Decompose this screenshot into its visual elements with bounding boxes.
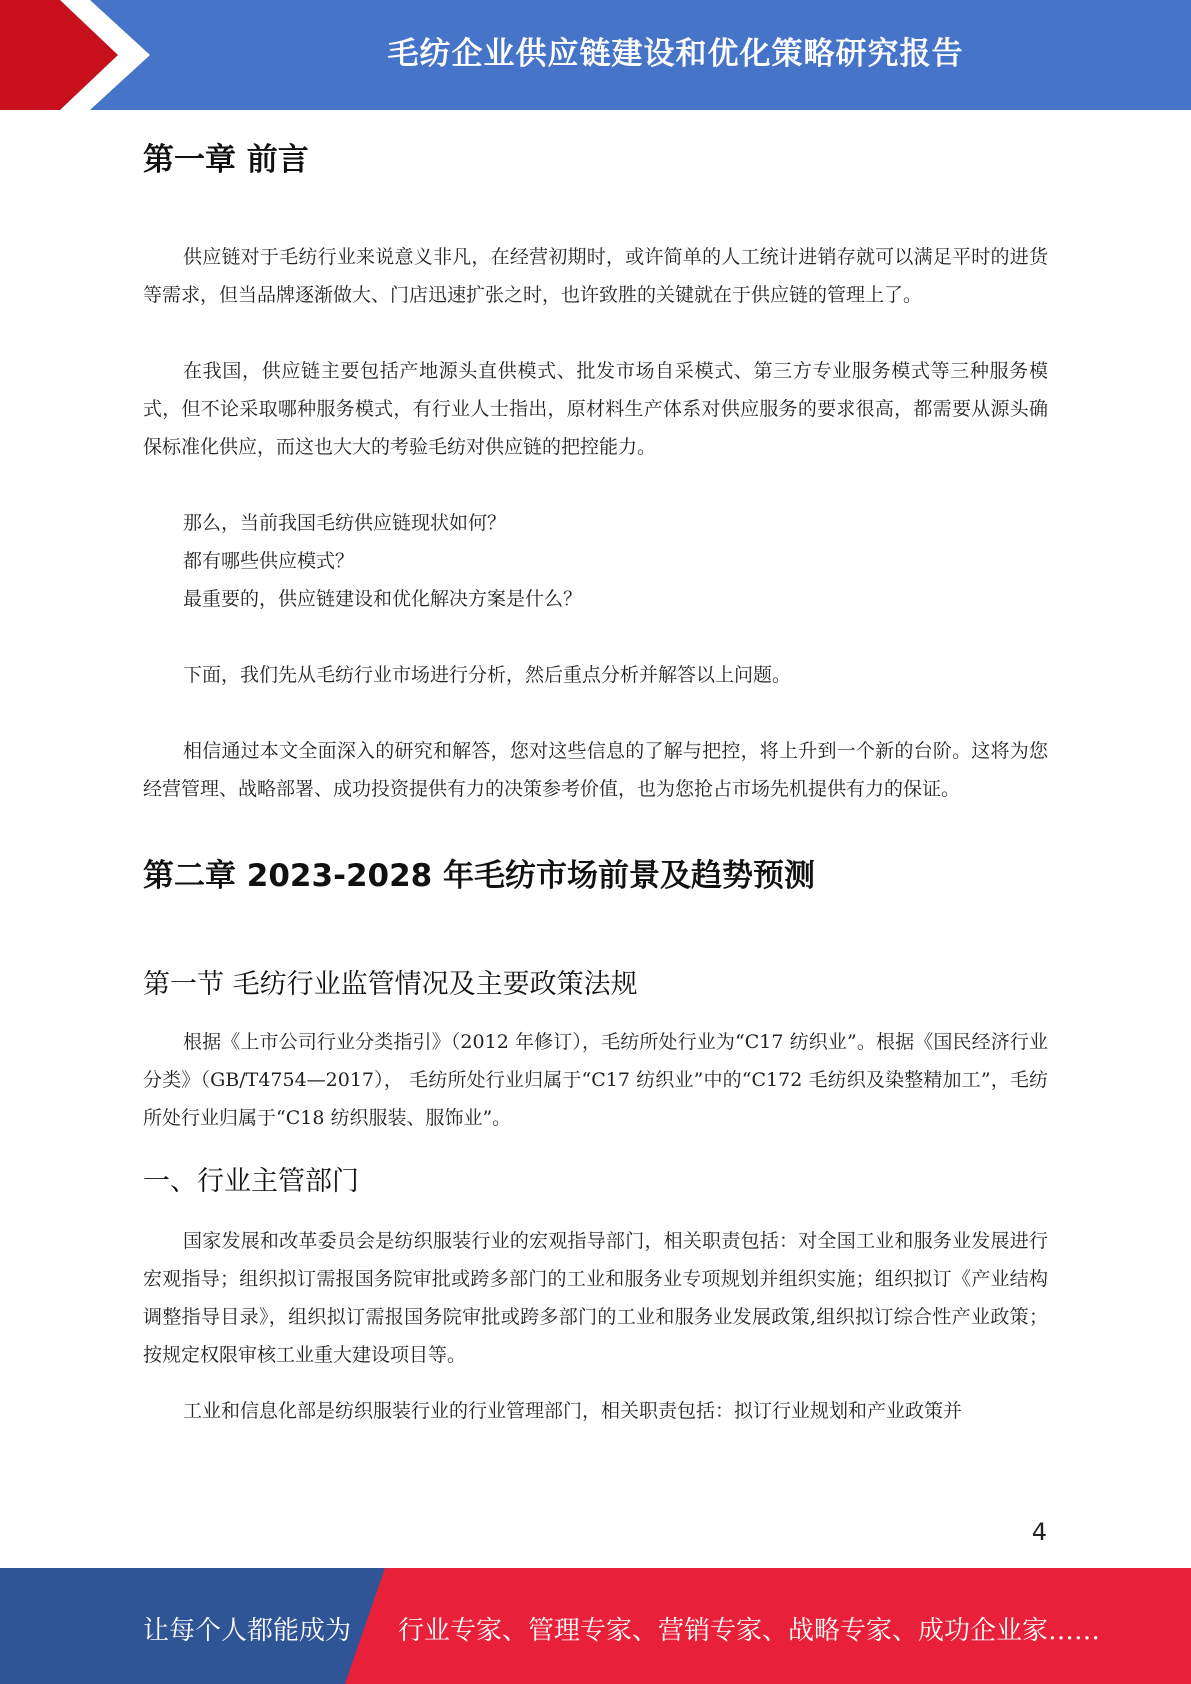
chapter2-title: 第二章 2023-2028 年毛纺市场前景及趋势预测: [143, 858, 816, 894]
chapter1-paragraph-3: 下面，我们先从毛纺行业市场进行分析，然后重点分析并解答以上问题。: [183, 664, 792, 686]
page-header: [0, 0, 1191, 110]
page-footer: [0, 1568, 1191, 1684]
chapter1-paragraph-1: 供应链对于毛纺行业来说意义非凡，在经营初期时，或许简单的人工统计进销存就可以满足平时的进货等需求，但当品牌逐渐做大、门店迅速扩张之时，也许致胜的关键就在于供应链的管理上了。: [143, 246, 1048, 306]
chapter1-paragraph-2: 在我国，供应链主要包括产地源头直供模式、批发市场自采模式、第三方专业服务模式等三种服务模式，但不论采取哪种服务模式，有行业人士指出，原材料生产体系对供应服务的要求很高，都需要从源头确保标准化供应，而这也大大的考验毛纺对供应链的把控能力。: [143, 360, 1048, 458]
section1-title: 第一节 毛纺行业监管情况及主要政策法规: [143, 969, 638, 1000]
report-title: 毛纺企业供应链建设和优化策略研究报告: [387, 36, 964, 72]
footer-slogan-left: 让每个人都能成为: [143, 1616, 352, 1646]
section1-paragraph-1: 根据《上市公司行业分类指引》（2012 年修订），毛纺所处行业为“C17 纺织业”。根据《国民经济行业分类》（GB/T4754—2017）， 毛纺所处行业归属于“C17 纺织业”中的“C172 毛纺织及染整精加工”，毛纺所处行业归属于“C18 纺织服装、服饰业”。: [143, 1031, 1048, 1129]
page-number: 4: [1031, 1518, 1047, 1546]
chapter1-question-3: 最重要的，供应链建设和优化解决方案是什么？: [183, 588, 583, 610]
subsection1-paragraph-2: 工业和信息化部是纺织服装行业的行业管理部门，相关职责包括：拟订行业规划和产业政策并: [183, 1400, 963, 1422]
page-content: [143, 122, 1048, 1430]
footer-slogan-right: 行业专家、管理专家、营销专家、战略专家、成功企业家……: [398, 1616, 1101, 1646]
subsection1-paragraph-1: 国家发展和改革委员会是纺织服装行业的宏观指导部门，相关职责包括：对全国工业和服务业发展进行宏观指导；组织拟订需报国务院审批或跨多部门的工业和服务业专项规划并组织实施；组织拟订《产业结构调整指导目录》，组织拟订需报国务院审批或跨多部门的工业和服务业发展政策,组织拟订综合性产业政策；按规定权限审核工业重大建设项目等。: [143, 1230, 1048, 1366]
chapter1-question-2: 都有哪些供应模式？: [183, 550, 355, 572]
chapter1-paragraph-4: 相信通过本文全面深入的研究和解答，您对这些信息的了解与把控，将上升到一个新的台阶。这将为您经营管理、战略部署、成功投资提供有力的决策参考价值，也为您抢占市场先机提供有力的保证。: [143, 740, 1048, 800]
subsection1-title: 一、行业主管部门: [143, 1166, 359, 1197]
chapter1-question-1: 那么，当前我国毛纺供应链现状如何？: [183, 512, 507, 534]
chapter1-title: 第一章 前言: [143, 142, 309, 178]
